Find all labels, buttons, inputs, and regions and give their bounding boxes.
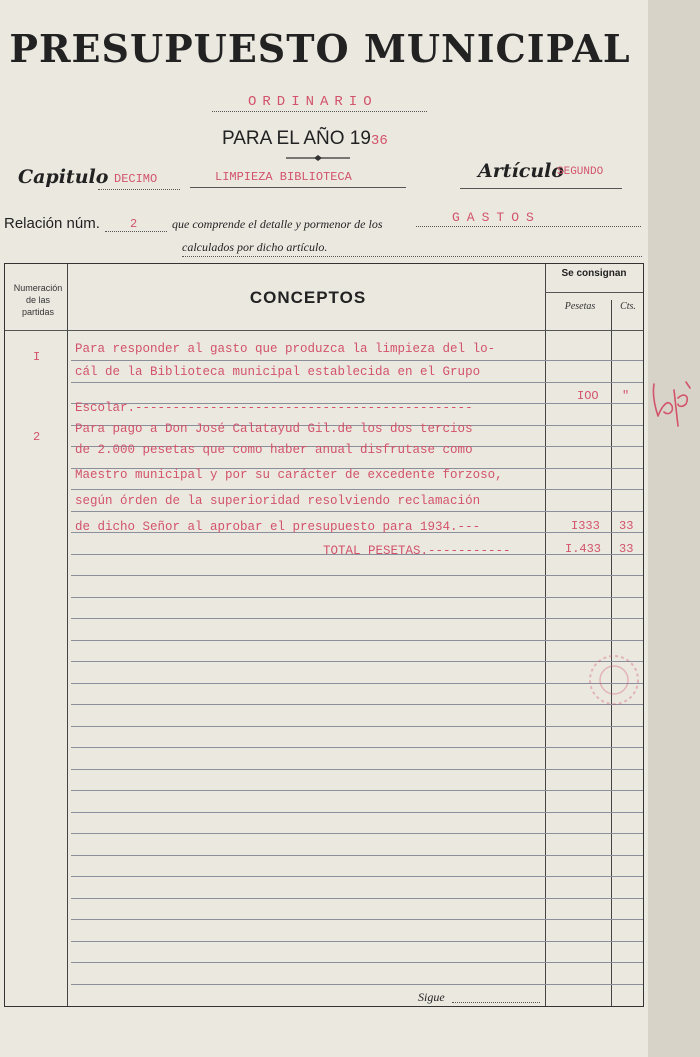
ruled-line [71, 618, 643, 619]
consignan-rule [545, 292, 643, 293]
sigue-rule [452, 1002, 540, 1003]
entry-line: Maestro municipal y por su carácter de excedente forzoso, [75, 468, 503, 482]
page-edge [648, 0, 700, 1057]
ruled-line [71, 661, 643, 662]
ruled-line [71, 640, 643, 641]
ruled-line [71, 747, 643, 748]
relacion-label: Relación núm. [4, 215, 100, 232]
column-divider [67, 264, 68, 1006]
entry-number: 2 [33, 430, 41, 444]
ruled-line [71, 812, 643, 813]
total-label: TOTAL PESETAS.----------- [323, 544, 511, 558]
entry-cts: 33 [619, 519, 634, 533]
entry-pesetas: I333 [571, 519, 600, 533]
ruled-line [71, 962, 643, 963]
ruled-line [71, 704, 643, 705]
ruled-line [71, 855, 643, 856]
ruled-line [71, 597, 643, 598]
ruled-line [71, 919, 643, 920]
faded-stamp-icon [584, 640, 644, 720]
consignan-header: Se consignan [561, 268, 627, 279]
gastos-rule [416, 226, 641, 227]
entry-cts: " [622, 389, 630, 403]
ruled-line [71, 941, 643, 942]
capitulo-label: Capitulo [18, 166, 109, 188]
entry-pesetas: IOO [577, 389, 599, 403]
gastos-value: GASTOS [452, 210, 541, 225]
page-title: PRESUPUESTO MUNICIPAL [9, 26, 631, 71]
entry-line: Escolar.--------------------------------------------- [75, 401, 473, 415]
year-suffix: 36 [370, 133, 388, 149]
entry-line: según órden de la superioridad resolviendo reclamación [75, 494, 481, 508]
calculados-text: calculados por dicho artículo. [182, 240, 328, 254]
detalle-text: que comprende el detalle y pormenor de los [172, 217, 383, 231]
ruled-line [71, 683, 643, 684]
numeracion-header: Numeración de las partidas [13, 283, 63, 317]
ruled-line [71, 984, 643, 985]
ruled-line [71, 726, 643, 727]
entry-line: de dicho Señor al aprobar el presupuesto para 1934.--- [75, 520, 481, 534]
total-pesetas: I.433 [565, 542, 602, 556]
entry-line: de 2.000 pesetas que como haber anual disfrutase como [75, 443, 473, 457]
section-rule [190, 187, 406, 188]
ruled-line [71, 769, 643, 770]
conceptos-header: CONCEPTOS [249, 288, 367, 307]
ornament-icon [286, 155, 350, 161]
budget-type-rule [212, 111, 427, 112]
handwritten-mark-icon [648, 376, 694, 432]
entry-line: Para pago a Don José Calatayud Gil.de los dos tercios [75, 422, 473, 436]
budget-type: ORDINARIO [248, 94, 378, 110]
entry-number: I [33, 350, 41, 364]
column-divider [545, 264, 546, 1006]
cts-header: Cts. [620, 301, 636, 312]
ruled-line [71, 489, 643, 490]
articulo-rule [460, 188, 622, 189]
ruled-line [71, 790, 643, 791]
header-lower-rule [182, 256, 642, 257]
relacion-rule [105, 231, 167, 232]
ruled-line [71, 833, 643, 834]
articulo-value: SEGUNDO [557, 166, 604, 178]
budget-table [4, 263, 644, 1007]
sigue-label: Sigue [418, 990, 445, 1004]
articulo-label: Artículo [478, 160, 565, 182]
capitulo-rule [98, 189, 180, 190]
ruled-line [71, 575, 643, 576]
ruled-line [71, 382, 643, 383]
entry-line: Para responder al gasto que produzca la limpieza del lo- [75, 342, 496, 356]
entry-line: cál de la Biblioteca municipal establecida en el Grupo [75, 365, 481, 379]
capitulo-value: DECIMO [114, 172, 158, 186]
relacion-value: 2 [130, 217, 138, 231]
ruled-line [71, 511, 643, 512]
total-cts: 33 [619, 542, 634, 556]
year-prefix: PARA EL AÑO 19 [222, 128, 371, 149]
section-value: LIMPIEZA BIBLIOTECA [215, 170, 352, 184]
header-bottom-rule [5, 330, 643, 331]
ruled-line [71, 360, 643, 361]
ruled-line [71, 876, 643, 877]
year-line [222, 128, 388, 150]
pesetas-header: Pesetas [564, 301, 596, 312]
ruled-line [71, 898, 643, 899]
